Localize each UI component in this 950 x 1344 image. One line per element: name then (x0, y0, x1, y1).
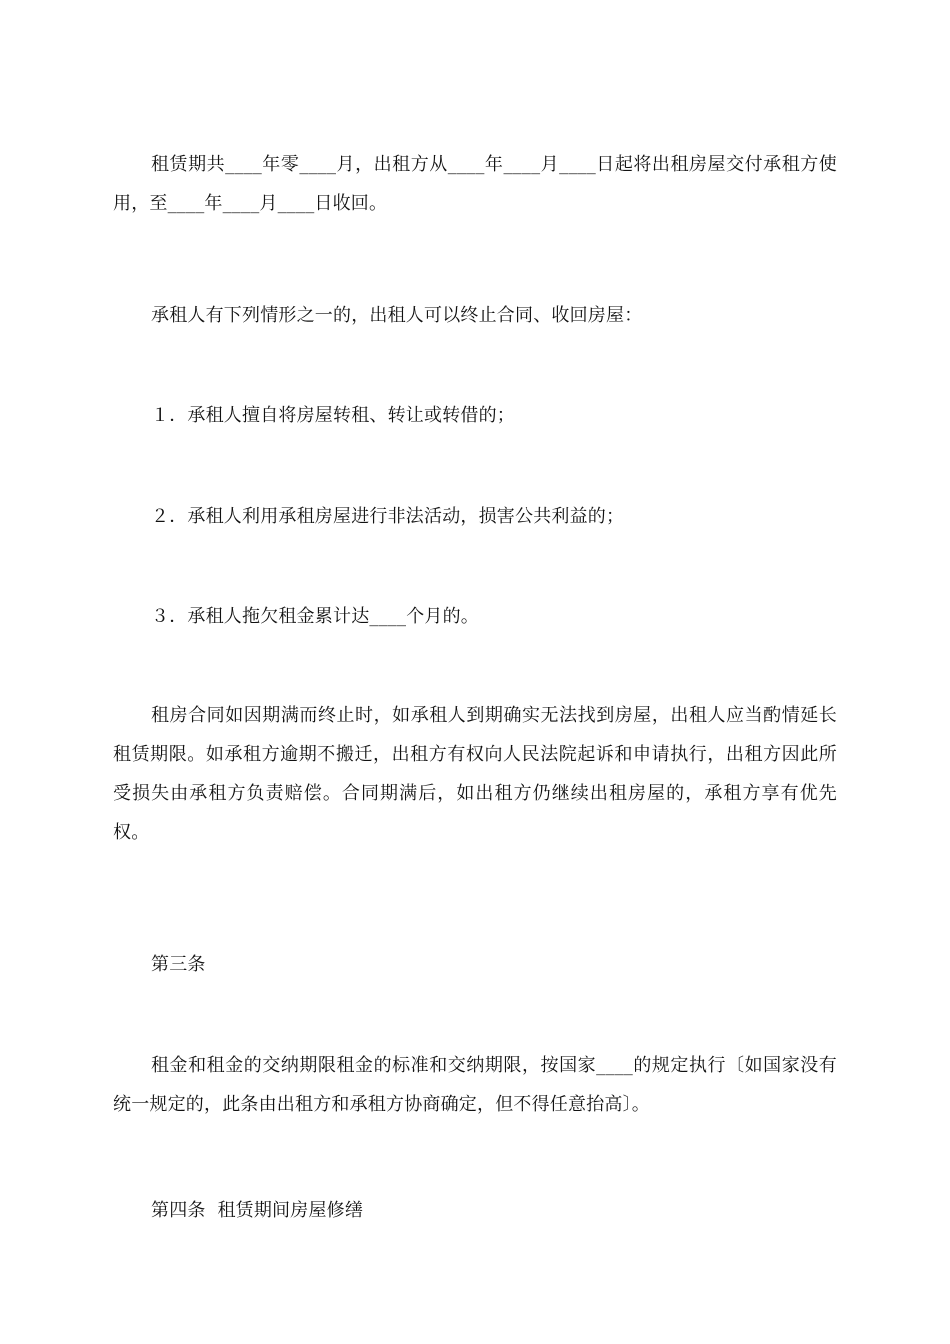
termination-condition-3: ３．承租人拖欠租金累计达____个月的。 (151, 606, 479, 627)
termination-condition-1: １．承租人擅自将房屋转租、转让或转借的； (151, 405, 515, 426)
termination-conditions-intro: 承租人有下列情形之一的，出租人可以终止合同、收回房屋： (151, 305, 643, 326)
termination-condition-2: ２．承租人利用承租房屋进行非法活动，损害公共利益的； (151, 506, 625, 527)
lease-term-paragraph: 租赁期共____年零____月，出租方从____年____月____日起将出租房屋交付承租方使用，至____年____月____日收回。 (113, 154, 837, 214)
expiry-extension-paragraph: 租房合同如因期满而终止时，如承租人到期确实无法找到房屋，出租人应当酌情延长租赁期限。如承租方逾期不搬迁，出租方有权向人民法院起诉和申请执行，出租方因此所受损失由承租方负责赔偿。合同期满后，如出租方仍继续出租房屋的，承租方享有优先权。 (113, 705, 837, 843)
rent-payment-paragraph: 租金和租金的交纳期限租金的标准和交纳期限，按国家____的规定执行〔如国家没有统一规定的，此条由出租方和承租方协商确定，但不得任意抬高〕。 (113, 1055, 837, 1115)
article-3-heading: 第三条 (151, 954, 206, 975)
article-4-heading: 第四条 租赁期间房屋修缮 (151, 1200, 364, 1221)
